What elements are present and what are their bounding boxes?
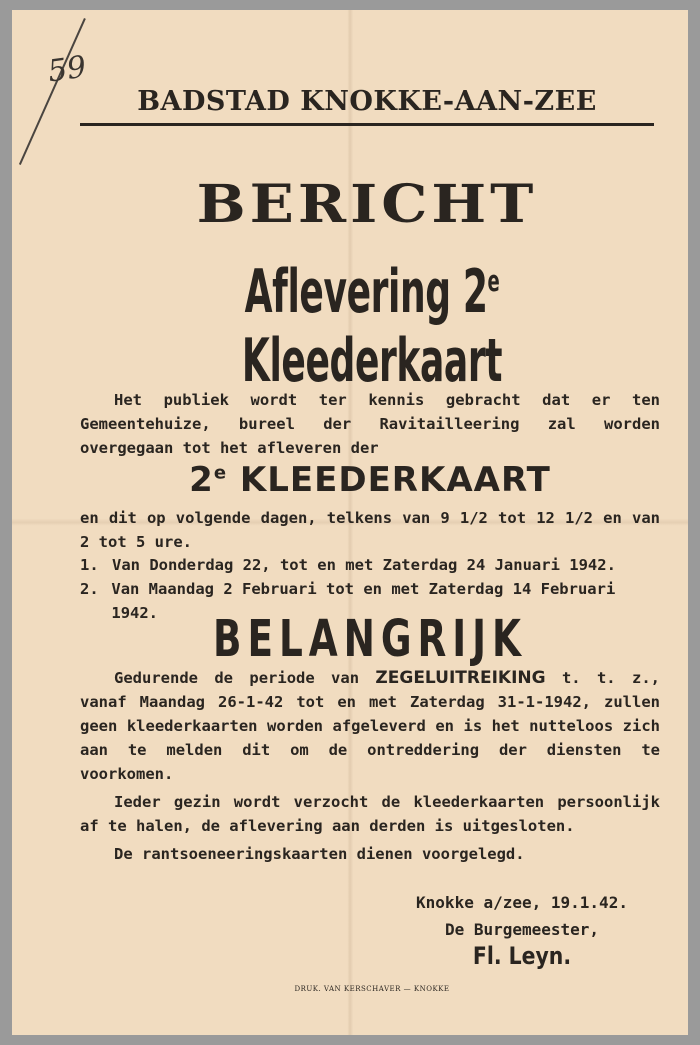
- card-name: KLEEDERKAART: [227, 460, 551, 500]
- printer-imprint: DRUK. VAN KERSCHAVER — KNOKKE: [294, 985, 450, 993]
- important-heading: BELANGRIJK: [213, 610, 527, 669]
- list-item-number: 1.: [80, 556, 99, 574]
- important-p1-end: t. t. z., vanaf Maandag 26-1-42 tot en met Zaterdag 31-1-1942, zullen geen kleederkaarten worden afgeleverd en is het nutteloos zich aan te melden dit om de ontreddering der diensten te voorkomen.: [80, 669, 660, 783]
- important-p1-start: Gedurende de periode van: [114, 669, 376, 687]
- list-item-text: Van Donderdag 22, tot en met Zaterdag 24 Januari 1942.: [112, 556, 616, 574]
- important-paragraph-1: [80, 666, 660, 786]
- signatory-name: Fl. Leyn.: [472, 942, 572, 970]
- place-date: Knokke a/zee, 19.1.42.: [416, 893, 628, 912]
- handwritten-number: 59: [45, 49, 89, 90]
- list-item: [80, 553, 660, 577]
- schedule-paragraph: en dit op volgende dagen, telkens van 9 1/2 tot 12 1/2 en van 2 tot 5 ure.: [80, 509, 660, 551]
- subtitle-part-1: Aflevering 2: [244, 258, 488, 327]
- subtitle-part-2: Kleederkaart: [241, 326, 503, 396]
- handwritten-slash: [19, 18, 86, 165]
- card-heading: [80, 460, 660, 500]
- poster-sheet: [12, 10, 688, 1035]
- card-number: 2: [189, 460, 214, 500]
- notice-subtitle: [110, 258, 635, 396]
- notice-title: BERICHT: [196, 173, 538, 235]
- header-rule: [80, 123, 654, 126]
- intro-paragraph: Het publiek wordt ter kennis gebracht dat er ten Gemeentehuize, bureel der Ravitailleering zal worden overgegaan tot het afleveren der: [80, 391, 660, 457]
- subtitle-superscript: e: [487, 265, 500, 299]
- card-superscript: e: [213, 462, 228, 484]
- town-header: BADSTAD KNOKKE-AAN-ZEE: [137, 86, 597, 117]
- signatory-role: De Burgemeester,: [444, 920, 600, 939]
- list-item-number: 2.: [80, 580, 99, 598]
- important-paragraph-2: Ieder gezin wordt verzocht de kleederkaarten persoonlijk af te halen, de aflevering aan derden is uitgesloten.: [80, 793, 660, 835]
- important-p1-emphasis: ZEGELUITREIKING: [375, 668, 546, 688]
- important-paragraph-3: De rantsoeneeringskaarten dienen voorgelegd.: [114, 845, 525, 863]
- list-item-text: Van Maandag 2 Februari tot en met Zaterdag 14 Februari 1942.: [111, 580, 616, 622]
